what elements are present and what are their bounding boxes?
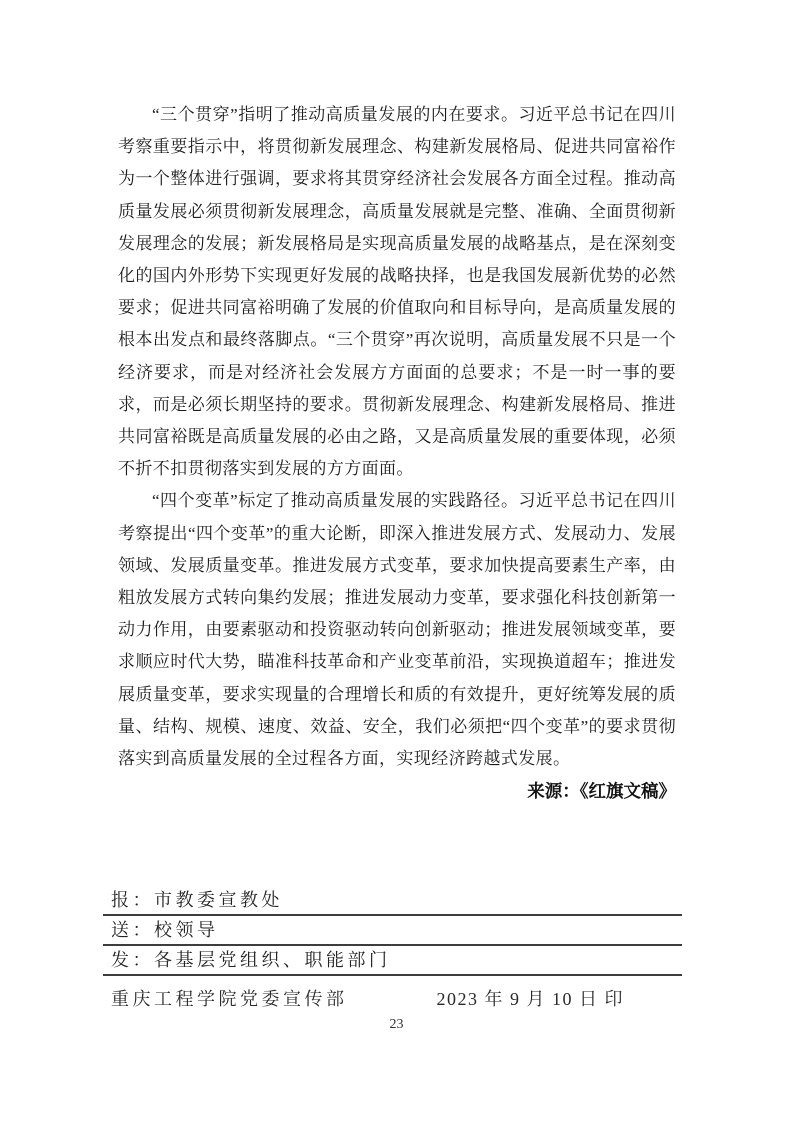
print-date: 2023 年 9 月 10 日 印	[436, 989, 624, 1009]
distribution-row-fa: 发：各基层党组织、职能部门	[103, 946, 682, 976]
article-body	[118, 99, 676, 807]
imprint-row	[103, 976, 682, 1011]
paragraph-san-ge-guan-chuan: “三个贯穿”指明了推动高质量发展的内在要求。习近平总书记在四川考察重要指示中，将贯彻新发展理念、构建新发展格局、促进共同富裕作为一个整体进行强调，要求将其贯穿经济社会发展各方面全过程。推动高质量发展必须贯彻新发展理念，高质量发展就是完整、准确、全面贯彻新发展理念的发展；新发展格局是实现高质量发展的战略基点，是在深刻变化的国内外形势下实现更好发展的战略抉择，也是我国发展新优势的必然要求；促进共同富裕明确了发展的价值取向和目标导向，是高质量发展的根本出发点和最终落脚点。“三个贯穿”再次说明，高质量发展不只是一个经济要求，而是对经济社会发展方方面面的总要求；不是一时一事的要求，而是必须长期坚持的要求。贯彻新发展理念、构建新发展格局、推进共同富裕既是高质量发展的必由之路，又是高质量发展的重要体现，必须不折不扣贯彻落实到发展的方方面面。	[118, 105, 676, 479]
source-attribution: 来源：《红旗文稿》	[527, 781, 676, 802]
distribution-list	[103, 886, 682, 1011]
page-number: 23	[389, 1017, 404, 1032]
publisher-name: 重庆工程学院党委宣传部	[111, 989, 348, 1009]
paragraph-si-ge-bian-ge: “四个变革”标定了推动高质量发展的实践路径。习近平总书记在四川考察提出“四个变革”的重大论断，即深入推进发展方式、发展动力、发展领域、发展质量变革。推进发展方式变革，要求加快提高要素生产率，由粗放发展方式转向集约发展；推进发展动力变革，要求强化科技创新第一动力作用，由要素驱动和投资驱动转向创新驱动；推进发展领域变革，要求顺应时代大势，瞄准科技革命和产业变革前沿，实现换道超车；推进发展质量变革，要求实现量的合理增长和质的有效提升，更好统筹发展的质量、结构、规模、速度、效益、安全，我们必须把“四个变革”的要求贯彻落实到高质量发展的全过程各方面，实现经济跨越式发展。	[118, 491, 676, 769]
distribution-row-song: 送：校领导	[103, 916, 682, 946]
distribution-row-bao: 报：市教委宣教处	[103, 886, 682, 916]
